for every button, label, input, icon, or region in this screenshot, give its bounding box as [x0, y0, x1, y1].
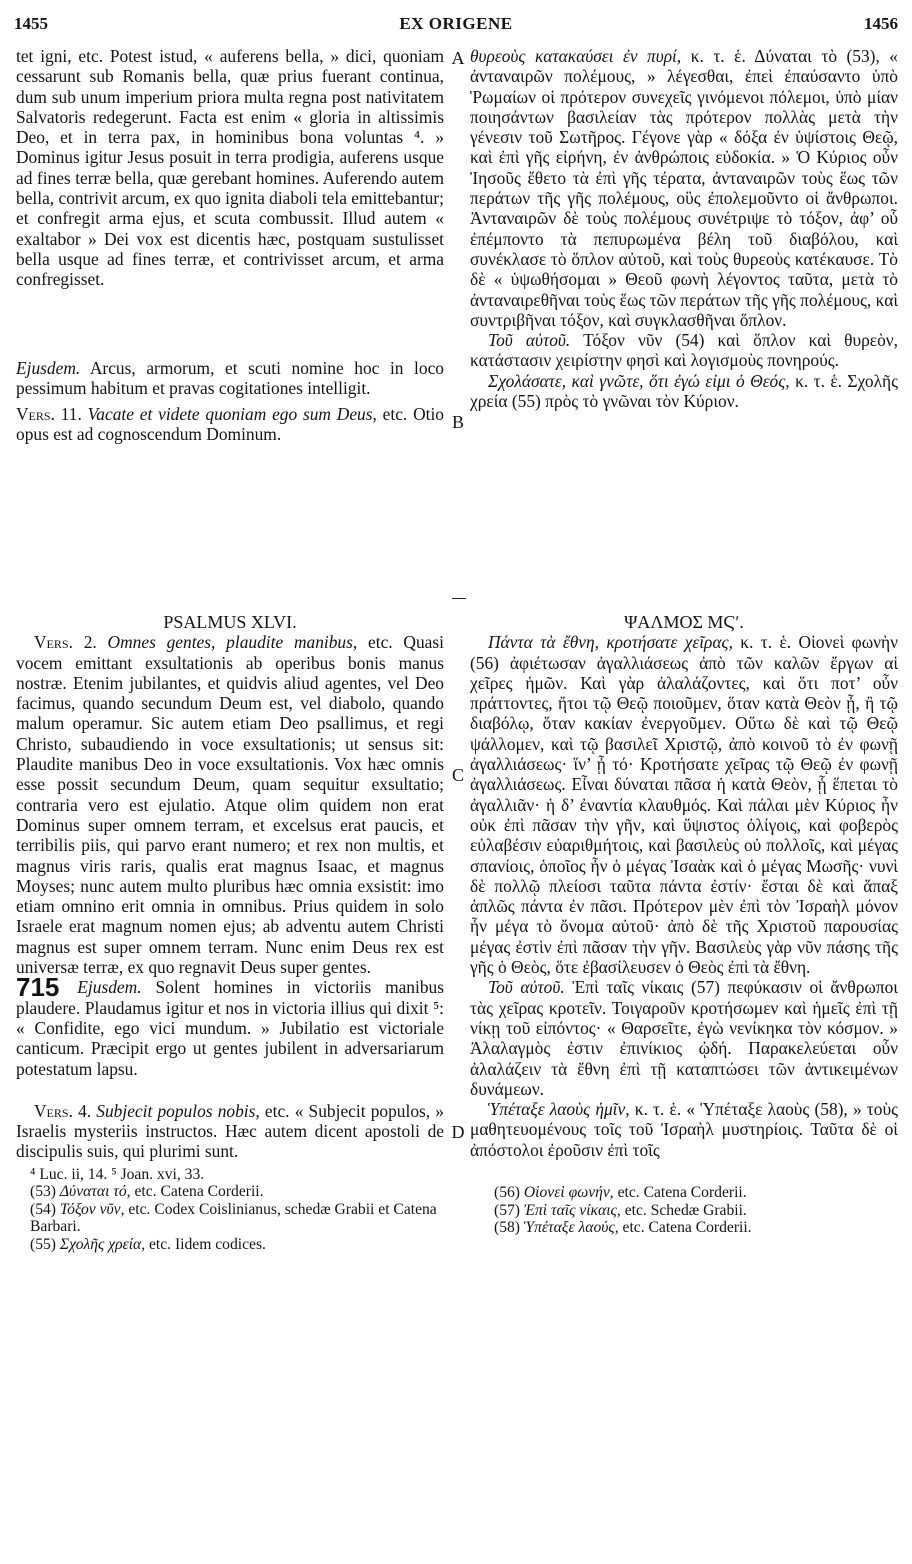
- footnote-57-source: etc. Schedæ Grabii.: [620, 1201, 747, 1219]
- footnote-53-source: etc. Catena Corderii.: [130, 1183, 264, 1201]
- footnote-54-lemma: Τόξον νῦν,: [59, 1200, 125, 1218]
- latin-vers-11-text: etc. Otio opus est ad cognoscendum Dominum.: [16, 404, 444, 445]
- footnote-55: [16, 1236, 444, 1254]
- footnote-57-number: (57): [494, 1201, 524, 1219]
- footnote-56: [470, 1184, 898, 1202]
- greek-upper-block: [470, 46, 898, 411]
- footnote-56-number: (56): [494, 1184, 524, 1202]
- footnote-55-source: etc. Iidem codices.: [145, 1235, 266, 1253]
- latin-paragraph-intro: tet igni, etc. Potest istud, « auferens bella, » dici, quoniam cessarunt sub Romanis bella, quæ prius fuerant continua, dum sub unum imperium priora multa regna post nativitatem Salvatoris redegerunt. Facta est enim « gloria in altissimis Deo, et in terra pax, in hominibus bona voluntas ⁴. » Dominus igitur Jesus posuit in terra prodigia, auferens usque ad fines terræ bella, quæ gerebant homines. Auferendo autem bella, contrivit arcum, ex quo ignita diaboli tela emittebantur; et confregit arma ejus, et scuta combussit. Illud autem « exaltabor » Dei vox est dicentis hæc, postquam sustulisset bella usque ad fines terræ, et contrivisset arcum, et arma confregisset.: [16, 46, 444, 290]
- latin-vers-11-label: Vers. 11.: [16, 404, 82, 425]
- latin-vers-4-lemma: Subjecit populos nobis,: [91, 1100, 260, 1121]
- greek-tou-autou-2-text: Ἐπὶ ταῖς νίκαις (57) πεφύκασιν οἱ ἄνθρωποι τὰς χεῖρας κροτεῖν. Τοιγαροῦν κροτήσωμεν καὶ ἡμεῖς ἐπὶ τῇ νίκῃ τοῦ εἰπόντος· « Θαρσεῖτε, ἐγὼ νενίκηκα τὸν κόσμον. » Ἀλαλαγμὸς ἐστιν ἐπινίκιος ᾠδή. Παρακελεύεται οὖν ἀλαλάζειν τὰ ἔθνη ἐπὶ τῇ καταπτώσει τῶν ἀντικειμένων δυνάμεων.: [470, 977, 898, 1099]
- footnote-58-source: etc. Catena Corderii.: [618, 1219, 752, 1237]
- footnote-54-source: etc. Codex Coislinianus, schedæ Grabii et Catena Barbari.: [30, 1200, 437, 1236]
- greek-tou-autou-text: Τόξον νῦν (54) καὶ ὅπλον καὶ θυρεὸν, κατάστασιν χειρίστην φησὶ καὶ λογισμοὺς πονηρούς.: [470, 330, 899, 371]
- latin-vers-2-lemma: Omnes gentes, plaudite manibus,: [96, 632, 358, 653]
- column-divider: [452, 598, 466, 599]
- footnote-58-lemma: Ὑπέταξε λαούς,: [523, 1219, 619, 1237]
- greek-paragraph-hypetaxe: [470, 1099, 898, 1160]
- latin-ejusdem-label: Ejusdem.: [16, 357, 81, 378]
- footnote-53: [16, 1183, 444, 1201]
- footnote-55-number: (55): [30, 1235, 60, 1253]
- page-header: [0, 14, 912, 40]
- footnote-53-number: (53): [30, 1183, 60, 1201]
- latin-footnotes: [16, 1166, 444, 1254]
- latin-vers-4-label: Vers. 4.: [34, 1100, 92, 1121]
- margin-marker-a: A: [451, 48, 465, 68]
- latin-vers-4-text: etc. « Subjecit populos, » Israelis mysteriis instructos. Hæc autem dicent apostoli de discipulis suis, qui plurimi sunt.: [16, 1100, 444, 1162]
- latin-paragraph-vers-2: [16, 632, 444, 977]
- latin-ejusdem-2-label: Ejusdem.: [63, 977, 142, 998]
- page-number-left: 1455: [14, 14, 48, 33]
- greek-hypetaxe-lemma: Ὑπέταξε λαοὺς ἡμῖν,: [488, 1099, 630, 1120]
- greek-hypetaxe-text: κ. τ. ἑ. « Ὑπέταξε λαοὺς (58), » τοὺς μαθητευομένους τοῖς τοῦ Ἰσραὴλ μυστηρίοις. Ταῦτα δὲ οἱ ἀπόστολοι ἐροῦσιν ἐπὶ τοῖς: [470, 1099, 898, 1160]
- column-number-715: 715: [16, 972, 60, 1003]
- greek-footnotes: [470, 1184, 898, 1237]
- footnote-54-number: (54): [30, 1200, 60, 1218]
- margin-marker-c: C: [451, 765, 464, 785]
- latin-ejusdem-2-text: Solent homines in victoriis manibus plaudere. Plaudamus igitur et nos in victoria illius qui dixit ⁵: « Confidite, ego vici mundum. » Jubilatio est victoriale canticum. Præcipit ergo ut gentes jubilent in adversariarum potestatum lapsu.: [16, 977, 444, 1079]
- footnote-57-lemma: Ἐπὶ ταῖς νίκαις,: [523, 1201, 621, 1219]
- latin-lower-block: [16, 612, 444, 1253]
- scripture-references: ⁴ Luc. ii, 14. ⁵ Joan. xvi, 33.: [30, 1165, 205, 1183]
- greek-tou-autou-2-label: Τοῦ αὐτοῦ.: [488, 977, 565, 998]
- greek-tou-autou-label: Τοῦ αὐτοῦ.: [488, 330, 571, 351]
- margin-marker-b: B: [451, 412, 464, 432]
- greek-psalm-title: ΨΑΛΜΟΣ ΜϚʹ.: [624, 612, 744, 632]
- latin-paragraph-vers-4: [16, 1101, 444, 1162]
- greek-intro-text: κ. τ. ἑ. Δύναται τὸ (53), « ἀνταναιρῶν πολέμους, » λέγεσθαι, ἐπεὶ ἐπαύσαντο ὑπὸ Ῥωμαίων οἱ πρότερον συνεχεῖς γινόμενοι πόλεμοι, ὑπὸ μίαν ποιησάντων βασιλείαν τὰς πρότερον πολλὰς μετὰ τὴν γένεσιν τοῦ Σωτῆρος. Γέγονε γὰρ « δόξα ἐν ὑψίστοις Θεῷ, καὶ ἐπὶ γῆς εἰρήνη, ἐν ἀνθρώποις εὐδοκία. » Ὁ Κύριος οὖν Ἰησοῦς ἔθετο τὰ ἐπὶ γῆς τέρατα, ἀνταναιρῶν τοὺς ἕως τῶν περάτων τῆς γῆς πολέμους, οὓς ἐπολεμοῦντο οἱ ἄνθρωποι. Ἀνταναιρῶν δὲ τοὺς πολέμους συνέτριψε τὸ τόξον, ἀφ’ οὗ ἐπέμποντο τὰ πεπυρωμένα βέλη τοῦ διαβόλου, καὶ συνέκλασε τὸ ὅπλον αὐτοῦ, καὶ τοὺς θυρεοὺς κατέκαυσε. Τὸ δὲ « ὑψωθήσομαι » Θεοῦ φωνὴ λέγοντος ταῦτα, μετὰ τὸ ἀνταναιρεθῆναι τοὺς ἕως τῶν περάτων τῆς γῆς πολέμους, καὶ συντριβῆναι τόξον, καὶ συγκλασθῆναι ὅπλον.: [470, 46, 898, 330]
- greek-paragraph-intro: [470, 46, 898, 330]
- latin-paragraph-ejusdem-1: [16, 358, 444, 399]
- latin-psalm-title: PSALMUS XLVI.: [163, 612, 297, 632]
- footnote-58: [470, 1219, 898, 1237]
- latin-upper-block: [16, 46, 444, 445]
- footnote-54: [16, 1201, 444, 1236]
- margin-marker-d: D: [451, 1122, 465, 1142]
- greek-lower-block: [470, 612, 898, 1237]
- greek-panta-text: κ. τ. ἑ. Οἱονεὶ φωνὴν (56) ἀφιέτωσαν ἀγαλλιάσεως ἀπὸ τῶν καλῶν ἔργων αἱ χεῖρες ἡμῶν. Καὶ γὰρ ἀλαλάζοντες, καὶ ὅτι ποτ’ οὖν πράττοντες, ἤτοι τῷ Θεῷ ποιοῦμεν, ὅταν κατὰ Θεὸν ᾖ, ἢ τῷ διαβόλῳ, ὅταν κακίαν ἐνεργοῦμεν. Οὕτω δὲ καὶ τῷ Θεῷ ψάλλομεν, καὶ τῷ βασιλεῖ Χριστῷ, ἀπὸ κοινοῦ τὸ ἐν φωνῇ ἀγαλλιάσεως· ἵν’ ᾖ τό· Κροτήσατε χεῖρας τῷ Θεῷ ἐν φωνῇ ἀγαλλιάσεως. Εἶναι δύναται πᾶσα ἡ κατὰ Θεὸν, ᾗ ἕπεται τὸ ἀγαλλιᾶν· ἡ δ’ ἐναντία κλαυθμός. Καὶ πάλαι μὲν Κύριος ἦν οὐκ ἐπὶ πᾶσαν τὴν γῆν, καὶ ὕψιστος ὀλίγοις, καὶ φοβερὸς εὐλαβέσιν εὐαριθμήτοις, καὶ βασιλεὺς οὐ πολλοῖς, καὶ μέγας σπανίοις, ὁποῖος ἦν ὁ μέγας Ἰσαὰκ καὶ ὁ μέγας Μωσῆς· νυνὶ δὲ πολλῷ πλείοσι ταῦτα πάντα ἐστίν· ἔσται δὲ καὶ ἅπαξ ἁπλῶς πάντα ἐν πᾶσι. Πρότερον μὲν ἐπὶ τὸν Ἰσραὴλ μόνον ἦν μέγα τὸ ὄνομα αὐτοῦ· ἀπὸ δὲ τῆς Χριστοῦ παρουσίας μέγας ἐστὶν ἐπὶ πᾶσαν τὴν γῆν. Βασιλεὺς γὰρ νῦν πάσης τῆς γῆς ὁ Θεὸς, ὅτε ἐβασίλευσεν ὁ Θεὸς ἐπὶ τὰ ἔθνη.: [470, 632, 898, 978]
- latin-paragraph-vers-11: [16, 404, 444, 445]
- footnote-53-lemma: Δύναται τό,: [59, 1183, 131, 1201]
- greek-scholasate-lemma: Σχολάσατε, καὶ γνῶτε, ὅτι ἐγώ εἰμι ὁ Θεός,: [488, 370, 790, 391]
- footnote-56-source: etc. Catena Corderii.: [613, 1184, 747, 1202]
- latin-ejusdem-text: Arcus, armorum, et scuti nomine hoc in loco pessimum habitum et pravas cogitationes intelligit.: [16, 357, 444, 398]
- greek-paragraph-tou-autou-2: [470, 977, 898, 1099]
- footnote-57: [470, 1202, 898, 1220]
- greek-paragraph-scholasate: [470, 371, 898, 412]
- latin-vers-11-lemma: Vacate et videte quoniam ego sum Deus,: [81, 404, 377, 425]
- greek-panta-lemma: Πάντα τὰ ἔθνη, κροτήσατε χεῖρας,: [488, 632, 733, 653]
- footnote-58-number: (58): [494, 1219, 524, 1237]
- footnote-55-lemma: Σχολῆς χρεία,: [59, 1235, 146, 1253]
- greek-paragraph-tou-autou-1: [470, 330, 898, 371]
- latin-vers-2-label: Vers. 2.: [34, 632, 97, 653]
- footnote-56-lemma: Οἱονεὶ φωνήν,: [523, 1184, 614, 1202]
- latin-vers-2-text: etc. Quasi vocem emittant exsultationis ab operibus bonis manus nostræ. Etenim jubilantes, et quidvis aliud agentes, vel Deo facimus, quando secundum Deum est, vel diabolo, quando malum operamur. Sic autem etiam Deo psallimus, et regi Christo, subaudiendo in voce exsultationis; ut sensus sit: Plaudite manibus Deo in voce exsultationis. Vox hæc omnis esse possit secundum Deum, quam sequitur exsultatio; contraria vero est ejulatio. Atque olim quidem non erat Dominus super omnem terram, et excelsus erat paucis, et terribilis piis, qui parvo erant numero; et rex non multis, et magnus viris raris, qualis erat magnus Isaac, et magnus Moyses; nunc autem multo pluribus hæc omnia exsistit: imo etiam omnino erit omnia in omnibus. Prius quidem in solo Israele erat magnum nomen ejus; ab adventu autem Christi magnus est super omnem terram. Nunc enim Deus rex est universæ terræ, ex quo regnavit Deus super gentes.: [16, 632, 445, 978]
- page-number-right: 1456: [864, 14, 898, 33]
- greek-scholasate-text: κ. τ. ἑ. Σχολῆς χρεία (55) πρὸς τὸ γνῶναι τὸν Κύριον.: [470, 370, 898, 412]
- running-title: EX ORIGENE: [399, 14, 513, 33]
- greek-paragraph-panta: [470, 632, 898, 977]
- greek-intro-lemma: θυρεοὺς κατακαύσει ἐν πυρί,: [470, 46, 682, 66]
- latin-paragraph-ejusdem-2: [16, 972, 444, 1079]
